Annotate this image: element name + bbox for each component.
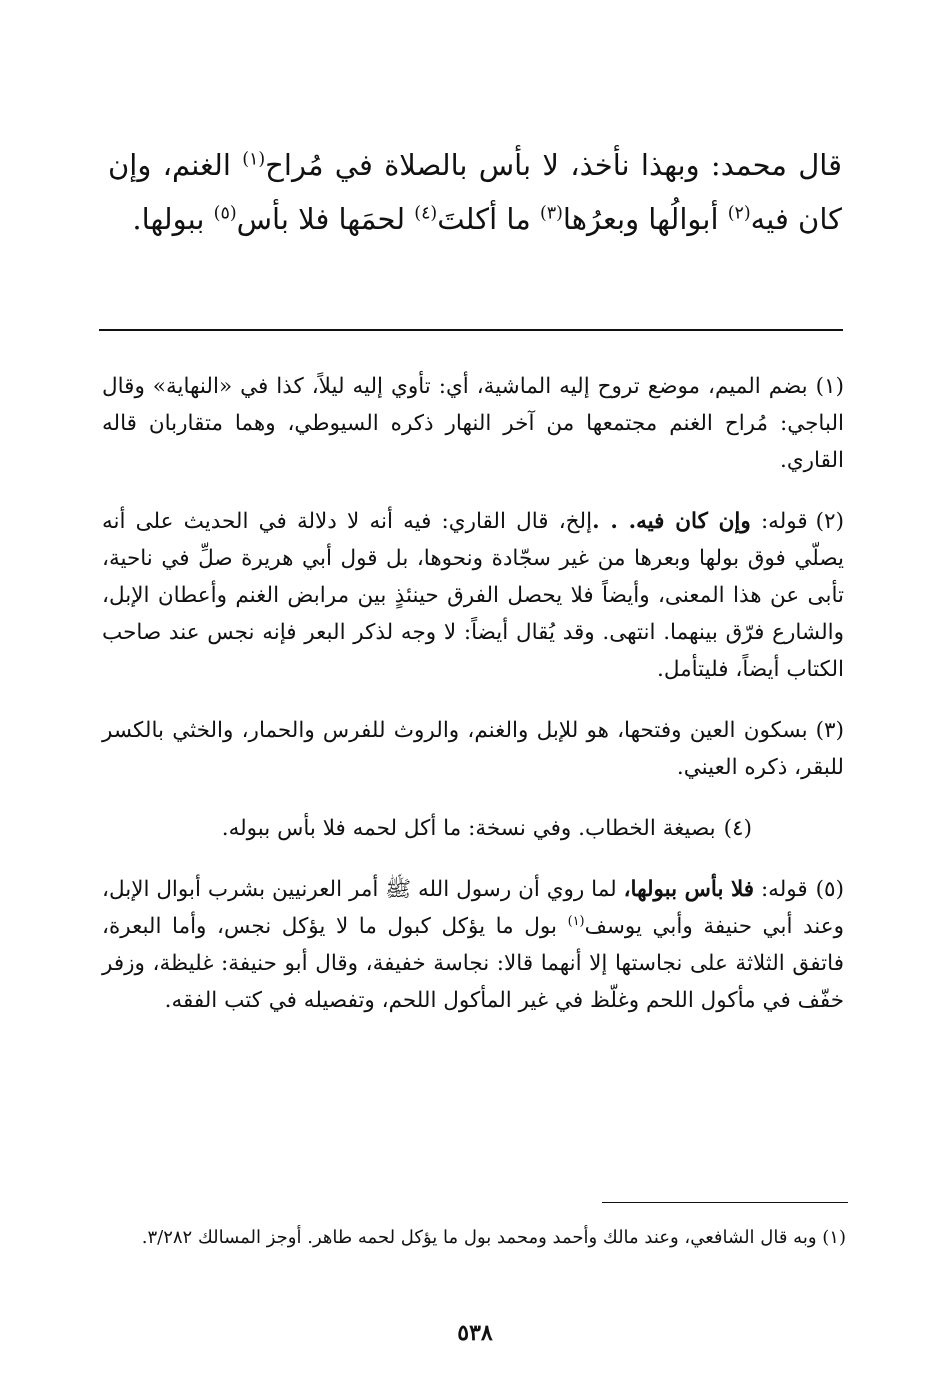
- main-paragraph: [108, 138, 842, 246]
- footnote-number: (٣): [815, 718, 844, 743]
- footnote-text: بول ما يؤكل كبول ما لا يؤكل نجس، وأما البعرة، فاتفق الثلاثة على نجاستها إلا أنهما قالا: نجاسة خفيفة، وقال أبو حنيفة: غليظة، وزفر خفّف في مأكول اللحم وغلّظ في غير المأكول اللحم، وتفصيله في كتب الفقه.: [102, 914, 844, 1013]
- footnote-prefix: قوله:: [754, 877, 808, 902]
- main-text-segment: الغنم، وإن كان فيه: [108, 148, 842, 236]
- footnote-2: [102, 503, 844, 688]
- footnote-text: لما روي أن رسول الله ﷺ أمر العرنيين بشرب أبوال الإبل، وعند أبي حنيفة وأبي يوسف: [102, 877, 844, 939]
- footnote-ref: (٥): [213, 203, 237, 224]
- main-text-segment: لحمَها فلا بأس: [236, 202, 415, 236]
- main-text-segment: ما أكلتَ: [437, 202, 540, 236]
- subnote: [102, 1220, 846, 1256]
- footnote-text: بصيغة الخطاب. وفي نسخة: ما أكل لحمه فلا بأس ببوله.: [221, 816, 716, 841]
- footnote-5: [102, 871, 844, 1019]
- footnote-3: [102, 712, 844, 786]
- footnote-text: إلخ، قال القاري: فيه أنه لا دلالة في الحديث على أنه يصلّي فوق بولها وبعرها من غير سجّادة ونحوها، بل قول أبي هريرة صلِّ في ناحية، تأبى عن هذا المعنى، وأيضاً فلا يحصل الفرق حينئذٍ بين مرابض الغنم وأعطان الإبل، والشارع فرّق بينهما. انتهى. وقد يُقال أيضاً: لا وجه لذكر البعر فإنه نجس عند صاحب الكتاب أيضاً، فليتأمل.: [102, 509, 844, 682]
- main-text: [108, 138, 842, 246]
- page-number: ٥٣٨: [457, 1320, 493, 1346]
- subnote-text: وبه قال الشافعي، وعند مالك وأحمد ومحمد بول ما يؤكل لحمه طاهر. أوجز المسالك ٣/٢٨٢.: [141, 1227, 817, 1248]
- main-text-segment: ببولها.: [132, 202, 214, 236]
- footnote-number: (٥): [815, 877, 844, 902]
- footnotes: [102, 368, 844, 1043]
- footnote-number: (٤): [723, 816, 752, 841]
- footnote-ref: (٢): [727, 203, 751, 224]
- subnote-divider: [602, 1202, 848, 1203]
- main-text-segment: أبوالُها وبعرُها: [562, 202, 728, 236]
- subnote-number: (١): [822, 1227, 846, 1248]
- footnote-lemma: وإن كان فيه. . .: [592, 509, 751, 534]
- footnote-prefix: قوله:: [750, 509, 808, 534]
- footnote-1: [102, 368, 844, 479]
- footnote-4: [102, 810, 844, 847]
- footnote-ref: (١): [242, 149, 266, 170]
- footnote-divider: [99, 329, 843, 331]
- footnote-number: (١): [815, 374, 844, 399]
- footnote-ref: (١): [567, 913, 585, 929]
- footnote-ref: (٤): [414, 203, 438, 224]
- footnote-lemma: فلا بأس ببولها،: [623, 877, 755, 902]
- footnote-text: بضم الميم، موضع تروح إليه الماشية، أي: تأوي إليه ليلاً، كذا في «النهاية» وقال الباجي: مُراح الغنم مجتمعها من آخر النهار ذكره السيوطي، وهما متقاربان قاله القاري.: [102, 374, 844, 473]
- main-text-segment: قال محمد: وبهذا نأخذ، لا بأس بالصلاة في مُراح: [265, 148, 842, 182]
- footnote-ref: (٣): [539, 203, 563, 224]
- footnote-text: بسكون العين وفتحها، هو للإبل والغنم، والروث للفرس والحمار، والخثي بالكسر للبقر، ذكره العيني.: [102, 718, 844, 780]
- footnote-number: (٢): [815, 509, 844, 534]
